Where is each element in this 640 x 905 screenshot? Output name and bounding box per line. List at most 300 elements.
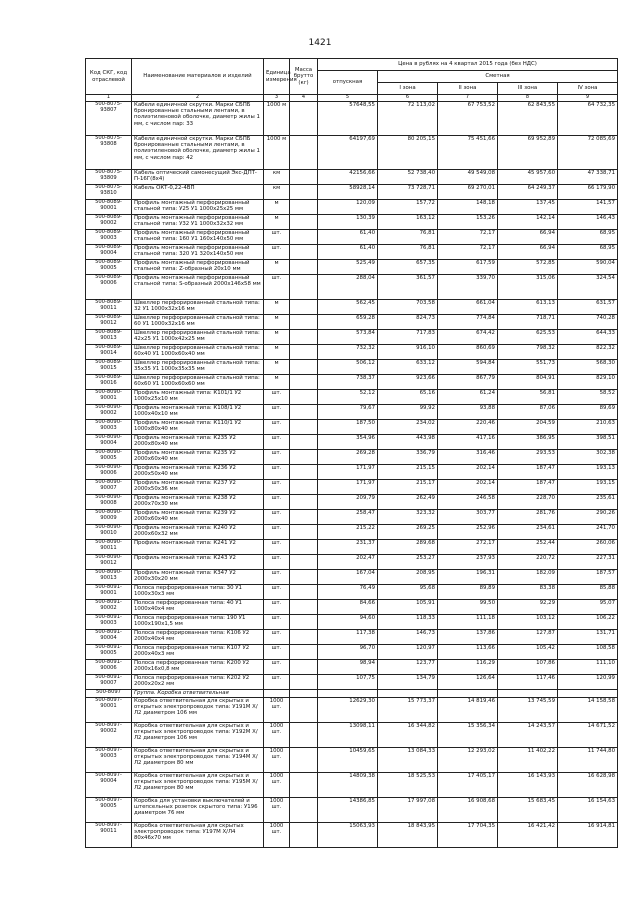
item-unit: шт. [264,615,290,630]
zone-4-price: 590,04 [558,260,618,275]
item-mass [290,215,318,230]
zone-3-price: 87,06 [498,405,558,420]
release-price: 732,32 [318,345,378,360]
item-mass [290,465,318,480]
column-number: 7 [438,95,498,102]
zone-1-price: 73 728,71 [378,185,438,200]
release-price: 10459,65 [318,748,378,773]
zone-2-price: 148,18 [438,200,498,215]
column-number: 2 [132,95,264,102]
item-mass [290,690,318,698]
release-price: 738,37 [318,375,378,390]
release-price: 573,84 [318,330,378,345]
zone-2-price: 617,59 [438,260,498,275]
item-unit: шт. [264,405,290,420]
release-price: 231,37 [318,540,378,555]
zone-3-price: 103,12 [498,615,558,630]
release-price: 187,50 [318,420,378,435]
zone-3-price: 572,85 [498,260,558,275]
zone-4-price: 141,57 [558,200,618,215]
zone-3-price: 105,42 [498,645,558,660]
zone-4-price: 16 154,63 [558,798,618,823]
zone-4-price: 829,10 [558,375,618,390]
zone-2-price: 113,66 [438,645,498,660]
item-code: 500-8097-90003 [86,748,132,773]
zone-4-price: 241,70 [558,525,618,540]
release-price: 96,70 [318,645,378,660]
zone-3-price: 718,71 [498,315,558,330]
zone-2-price: 49 549,08 [438,170,498,185]
zone-1-price: 703,58 [378,300,438,315]
zone-2-price: 14 819,46 [438,698,498,723]
zone-1-price: 95,68 [378,585,438,600]
zone-1-price: 76,81 [378,245,438,260]
item-mass [290,245,318,260]
item-unit: шт. [264,660,290,675]
item-unit: шт. [264,585,290,600]
table-row [86,465,618,480]
column-number: 8 [498,95,558,102]
item-code: 500-8090-90012 [86,555,132,570]
item-name: Профиль монтажный перфорированный стальной типа: S-образный 2000х146х58 мм [132,275,264,300]
item-code: 500-8091-90003 [86,615,132,630]
zone-1-price: 99,92 [378,405,438,420]
table-row [86,230,618,245]
zone-2-price: 93,88 [438,405,498,420]
release-price: 52,12 [318,390,378,405]
item-unit: м [264,360,290,375]
zone-3-price: 69 952,89 [498,136,558,170]
table-row [86,823,618,848]
release-price: 79,67 [318,405,378,420]
table-row [86,798,618,823]
zone-3-price: 386,95 [498,435,558,450]
release-price: 288,04 [318,275,378,300]
item-mass [290,645,318,660]
zone-2-price: 272,17 [438,540,498,555]
zone-1-price: 163,12 [378,215,438,230]
item-unit: шт. [264,420,290,435]
zone-1-price: 120,97 [378,645,438,660]
item-mass [290,300,318,315]
item-mass [290,723,318,748]
item-mass [290,230,318,245]
price-table [85,58,618,848]
table-row [86,260,618,275]
zone-3-price: 66,94 [498,230,558,245]
table-row [86,275,618,300]
item-mass [290,660,318,675]
zone-1-price: 18 843,95 [378,823,438,848]
header-estimate: Сметная [378,71,618,83]
item-unit: км [264,185,290,200]
release-price: 171,97 [318,465,378,480]
item-mass [290,773,318,798]
item-code: 500-8090-90013 [86,570,132,585]
zone-2-price: 111,18 [438,615,498,630]
zone-3-price: 204,59 [498,420,558,435]
item-name: Профиль монтажный перфорированный стальной типа: У25 У1 1000х25х25 мм [132,200,264,215]
table-row [86,345,618,360]
item-unit: м [264,375,290,390]
item-name: Швеллер перфорированный стальной типа: 35х35 У1 1000х35х35 мм [132,360,264,375]
item-unit: шт. [264,465,290,480]
zone-3-price: 234,61 [498,525,558,540]
zone-2-price: 674,42 [438,330,498,345]
item-mass [290,540,318,555]
item-unit: шт. [264,540,290,555]
item-mass [290,185,318,200]
item-mass [290,748,318,773]
zone-1-price: 923,66 [378,375,438,390]
zone-4-price: 47 338,71 [558,170,618,185]
zone-4-price: 290,26 [558,510,618,525]
table-row [86,136,618,170]
zone-1-price: 323,32 [378,510,438,525]
item-mass [290,260,318,275]
table-row [86,480,618,495]
zone-1-price: 824,73 [378,315,438,330]
zone-3-price: 551,73 [498,360,558,375]
release-price: 98,94 [318,660,378,675]
item-code: 500-8089-90016 [86,375,132,390]
zone-3-price: 16 143,93 [498,773,558,798]
table-row [86,600,618,615]
table-row [86,525,618,540]
table-row [86,405,618,420]
zone-3-price: 228,70 [498,495,558,510]
zone-4-price: 235,61 [558,495,618,510]
item-unit: км [264,170,290,185]
header-release: отпускная [318,71,378,95]
item-code: 500-8075-93809 [86,170,132,185]
group-row [86,690,618,698]
item-unit: м [264,330,290,345]
zone-4-price: 64 732,35 [558,102,618,136]
item-name: Коробка ответвительная для скрытых электропроводок типа: У197М Х/Л4 80х46х70 мм [132,823,264,848]
zone-1-price: 76,81 [378,230,438,245]
item-code: 500-8091-90004 [86,630,132,645]
zone-1-price: 80 205,15 [378,136,438,170]
item-name: Полоса перфорированная типа: К202 У2 2000х20х2 мм [132,675,264,690]
item-unit: шт. [264,555,290,570]
zone-4-price: 111,10 [558,660,618,675]
column-number: 1 [86,95,132,102]
zone-4-price: 72 085,69 [558,136,618,170]
zone-3-price: 315,06 [498,275,558,300]
item-code: 500-8089-90005 [86,260,132,275]
item-name: Профиль монтажный типа: К238 У2 2000х70х30 мм [132,495,264,510]
item-name: Полоса перфорированная типа: 190 У1 1000х190х1,5 мм [132,615,264,630]
header-mass: Масса брутто (кг) [290,59,318,95]
zone-3-price: 117,46 [498,675,558,690]
table-row [86,723,618,748]
item-unit: 1000 м [264,102,290,136]
zone-4-price: 108,58 [558,645,618,660]
item-mass [290,200,318,215]
zone-2-price: 202,14 [438,480,498,495]
table-row [86,660,618,675]
table-row [86,495,618,510]
release-price: 42156,66 [318,170,378,185]
zone-1-price: 17 997,08 [378,798,438,823]
table-row [86,245,618,260]
table-row [86,615,618,630]
item-name: Коробка ответвительная для скрытых и открытых электропроводок типа: У192М Х/Л2 диаметром 106 мм [132,723,264,748]
zone-1-price: 146,73 [378,630,438,645]
item-name: Профиль монтажный типа: К243 У2 [132,555,264,570]
column-number: 5 [318,95,378,102]
table-row [86,675,618,690]
item-mass [290,510,318,525]
release-price: 202,47 [318,555,378,570]
item-mass [290,375,318,390]
item-mass [290,390,318,405]
item-code: 500-8097-90004 [86,773,132,798]
zone-1-price: 18 525,53 [378,773,438,798]
item-name: Швеллер перфорированный стальной типа: 60х60 У1 1000х60х60 мм [132,375,264,390]
item-name: Кабель оптический самонесущий Экс-ДПТ-П-16Г(8x4) [132,170,264,185]
release-price: 120,09 [318,200,378,215]
item-name: Полоса перфорированная типа: К106 У2 2000х40х4 мм [132,630,264,645]
zone-4-price: 89,69 [558,405,618,420]
item-code: 500-8090-90001 [86,390,132,405]
zone-4-price: 568,30 [558,360,618,375]
item-unit: шт. [264,525,290,540]
zone-1-price [378,690,438,698]
item-mass [290,675,318,690]
item-name: Профиль монтажный типа: К235 У2 2000х80х40 мм [132,435,264,450]
table-row [86,510,618,525]
zone-3-price: 804,91 [498,375,558,390]
item-code: 500-8089-90015 [86,360,132,375]
table-row [86,698,618,723]
item-name: Профиль монтажный типа: К108/1 У2 1000х40х10 мм [132,405,264,420]
item-unit: шт. [264,390,290,405]
header-zone-2: II зона [438,83,498,95]
release-price: 14386,85 [318,798,378,823]
zone-1-price: 916,10 [378,345,438,360]
item-unit: м [264,260,290,275]
zone-3-price: 127,87 [498,630,558,645]
zone-4-price: 58,52 [558,390,618,405]
zone-4-price: 14 158,58 [558,698,618,723]
release-price: 269,28 [318,450,378,465]
zone-4-price: 106,22 [558,615,618,630]
zone-2-price: 89,89 [438,585,498,600]
item-mass [290,698,318,723]
zone-2-price: 252,96 [438,525,498,540]
zone-3-price: 182,09 [498,570,558,585]
item-mass [290,275,318,300]
zone-2-price: 237,93 [438,555,498,570]
item-name: Швеллер перфорированный стальной типа: 60х40 У1 1000х60х40 мм [132,345,264,360]
item-name: Профиль монтажный типа: К237 У2 2000х50х36 мм [132,480,264,495]
release-price: 61,40 [318,245,378,260]
zone-1-price: 52 738,40 [378,170,438,185]
item-unit: шт. [264,675,290,690]
release-price: 117,38 [318,630,378,645]
item-unit: шт. [264,495,290,510]
zone-3-price: 187,47 [498,480,558,495]
zone-1-price: 717,83 [378,330,438,345]
zone-4-price: 11 744,80 [558,748,618,773]
item-mass [290,525,318,540]
release-price: 57648,55 [318,102,378,136]
zone-2-price: 72,17 [438,245,498,260]
zone-1-price: 657,35 [378,260,438,275]
zone-2-price: 16 908,68 [438,798,498,823]
item-mass [290,798,318,823]
zone-3-price: 107,86 [498,660,558,675]
table-row [86,390,618,405]
zone-3-price: 281,76 [498,510,558,525]
zone-4-price: 302,38 [558,450,618,465]
release-price: 13098,11 [318,723,378,748]
item-mass [290,570,318,585]
zone-4-price: 187,57 [558,570,618,585]
zone-3-price: 220,72 [498,555,558,570]
item-name: Профиль монтажный типа: К240 У2 2000х60х32 мм [132,525,264,540]
zone-4-price: 324,54 [558,275,618,300]
header-unit: Единица измерения [264,59,290,95]
zone-2-price: 72,17 [438,230,498,245]
zone-1-price: 157,72 [378,200,438,215]
item-unit: м [264,315,290,330]
release-price: 58928,14 [318,185,378,200]
item-unit: шт. [264,480,290,495]
zone-2-price: 137,86 [438,630,498,645]
item-name: Кабели единичной скрутки. Марки СБПБ бронированные стальными лентами, в полиэтиленовой оболочке, диаметр жилы 1 мм, с числом пар: 33 [132,102,264,136]
item-code: 500-8090-90006 [86,465,132,480]
zone-4-price: 14 671,52 [558,723,618,748]
zone-3-price: 16 421,42 [498,823,558,848]
item-code: 500-8089-90003 [86,230,132,245]
item-unit: 1000 шт. [264,723,290,748]
release-price: 215,22 [318,525,378,540]
zone-2-price: 220,46 [438,420,498,435]
item-name: Профиль монтажный перфорированный стальной типа: 160 У1 160х140х50 мм [132,230,264,245]
zone-4-price: 146,43 [558,215,618,230]
item-name: Профиль монтажный типа: К239 У2 2000х60х40 мм [132,510,264,525]
zone-1-price: 208,95 [378,570,438,585]
table-row [86,645,618,660]
table-row [86,200,618,215]
item-unit: шт. [264,570,290,585]
zone-4-price: 210,63 [558,420,618,435]
zone-4-price: 631,57 [558,300,618,315]
item-code: 500-8090-90002 [86,405,132,420]
zone-4-price: 85,88 [558,585,618,600]
zone-1-price: 262,49 [378,495,438,510]
item-unit: шт. [264,435,290,450]
zone-2-price: 196,31 [438,570,498,585]
item-code: 500-8089-90002 [86,215,132,230]
column-number: 6 [378,95,438,102]
header-price-group: Цена в рублях на 4 квартал 2015 года (без НДС) [318,59,618,71]
zone-4-price: 16 914,81 [558,823,618,848]
table-row [86,630,618,645]
item-unit: 1000 шт. [264,698,290,723]
item-unit: 1000 шт. [264,773,290,798]
item-code: 500-8090-90010 [86,525,132,540]
zone-2-price: 339,70 [438,275,498,300]
item-name: Швеллер перфорированный стальной типа: 42х25 У1 1000х42х25 мм [132,330,264,345]
zone-1-price: 336,79 [378,450,438,465]
release-price: 659,28 [318,315,378,330]
item-unit [264,690,290,698]
release-price: 130,39 [318,215,378,230]
zone-1-price: 361,57 [378,275,438,300]
item-code: 500-8089-90011 [86,300,132,315]
table-row [86,435,618,450]
zone-2-price [438,690,498,698]
header-code: Код СКГ, код отраслевой [86,59,132,95]
table-row [86,330,618,345]
item-code: 500-8089-90012 [86,315,132,330]
item-code: 500-8097-90001 [86,698,132,723]
item-name: Коробка для установки выключателей и штепсельных розеток скрытого типа: У196 диаметром 76 мм [132,798,264,823]
table-row [86,300,618,315]
zone-2-price: 661,04 [438,300,498,315]
release-price: 15063,93 [318,823,378,848]
page-number: 1421 [308,38,332,48]
item-code: 500-8089-90006 [86,275,132,300]
release-price: 209,79 [318,495,378,510]
zone-2-price: 303,77 [438,510,498,525]
column-number: 3 [264,95,290,102]
release-price: 64197,69 [318,136,378,170]
zone-2-price: 316,46 [438,450,498,465]
item-code: 500-8090-90008 [86,495,132,510]
zone-4-price: 68,95 [558,245,618,260]
zone-1-price: 289,68 [378,540,438,555]
item-mass [290,480,318,495]
zone-2-price: 860,69 [438,345,498,360]
item-name: Полоса перфорированная типа: К200 У2 2000х16х0,8 мм [132,660,264,675]
table-row [86,375,618,390]
zone-1-price: 13 084,33 [378,748,438,773]
item-unit: шт. [264,245,290,260]
zone-3-price: 137,45 [498,200,558,215]
zone-2-price: 15 356,34 [438,723,498,748]
zone-2-price: 202,14 [438,465,498,480]
zone-1-price: 234,02 [378,420,438,435]
zone-3-price: 187,47 [498,465,558,480]
zone-4-price: 398,51 [558,435,618,450]
item-code: 500-8091-90005 [86,645,132,660]
item-code: 500-8097-90002 [86,723,132,748]
item-code: 500-8097-90005 [86,798,132,823]
zone-4-price: 68,95 [558,230,618,245]
zone-1-price: 105,91 [378,600,438,615]
item-name: Профиль монтажный типа: К347 У2 2000х30х20 мм [132,570,264,585]
zone-2-price: 75 451,66 [438,136,498,170]
zone-1-price: 16 344,82 [378,723,438,748]
zone-3-price: 83,38 [498,585,558,600]
item-unit: шт. [264,275,290,300]
release-price: 171,97 [318,480,378,495]
zone-3-price: 13 745,59 [498,698,558,723]
zone-4-price: 95,07 [558,600,618,615]
release-price: 167,04 [318,570,378,585]
header-zone-1: I зона [378,83,438,95]
table-row [86,585,618,600]
item-unit: м [264,300,290,315]
release-price: 84,66 [318,600,378,615]
release-price: 354,96 [318,435,378,450]
zone-4-price: 131,71 [558,630,618,645]
